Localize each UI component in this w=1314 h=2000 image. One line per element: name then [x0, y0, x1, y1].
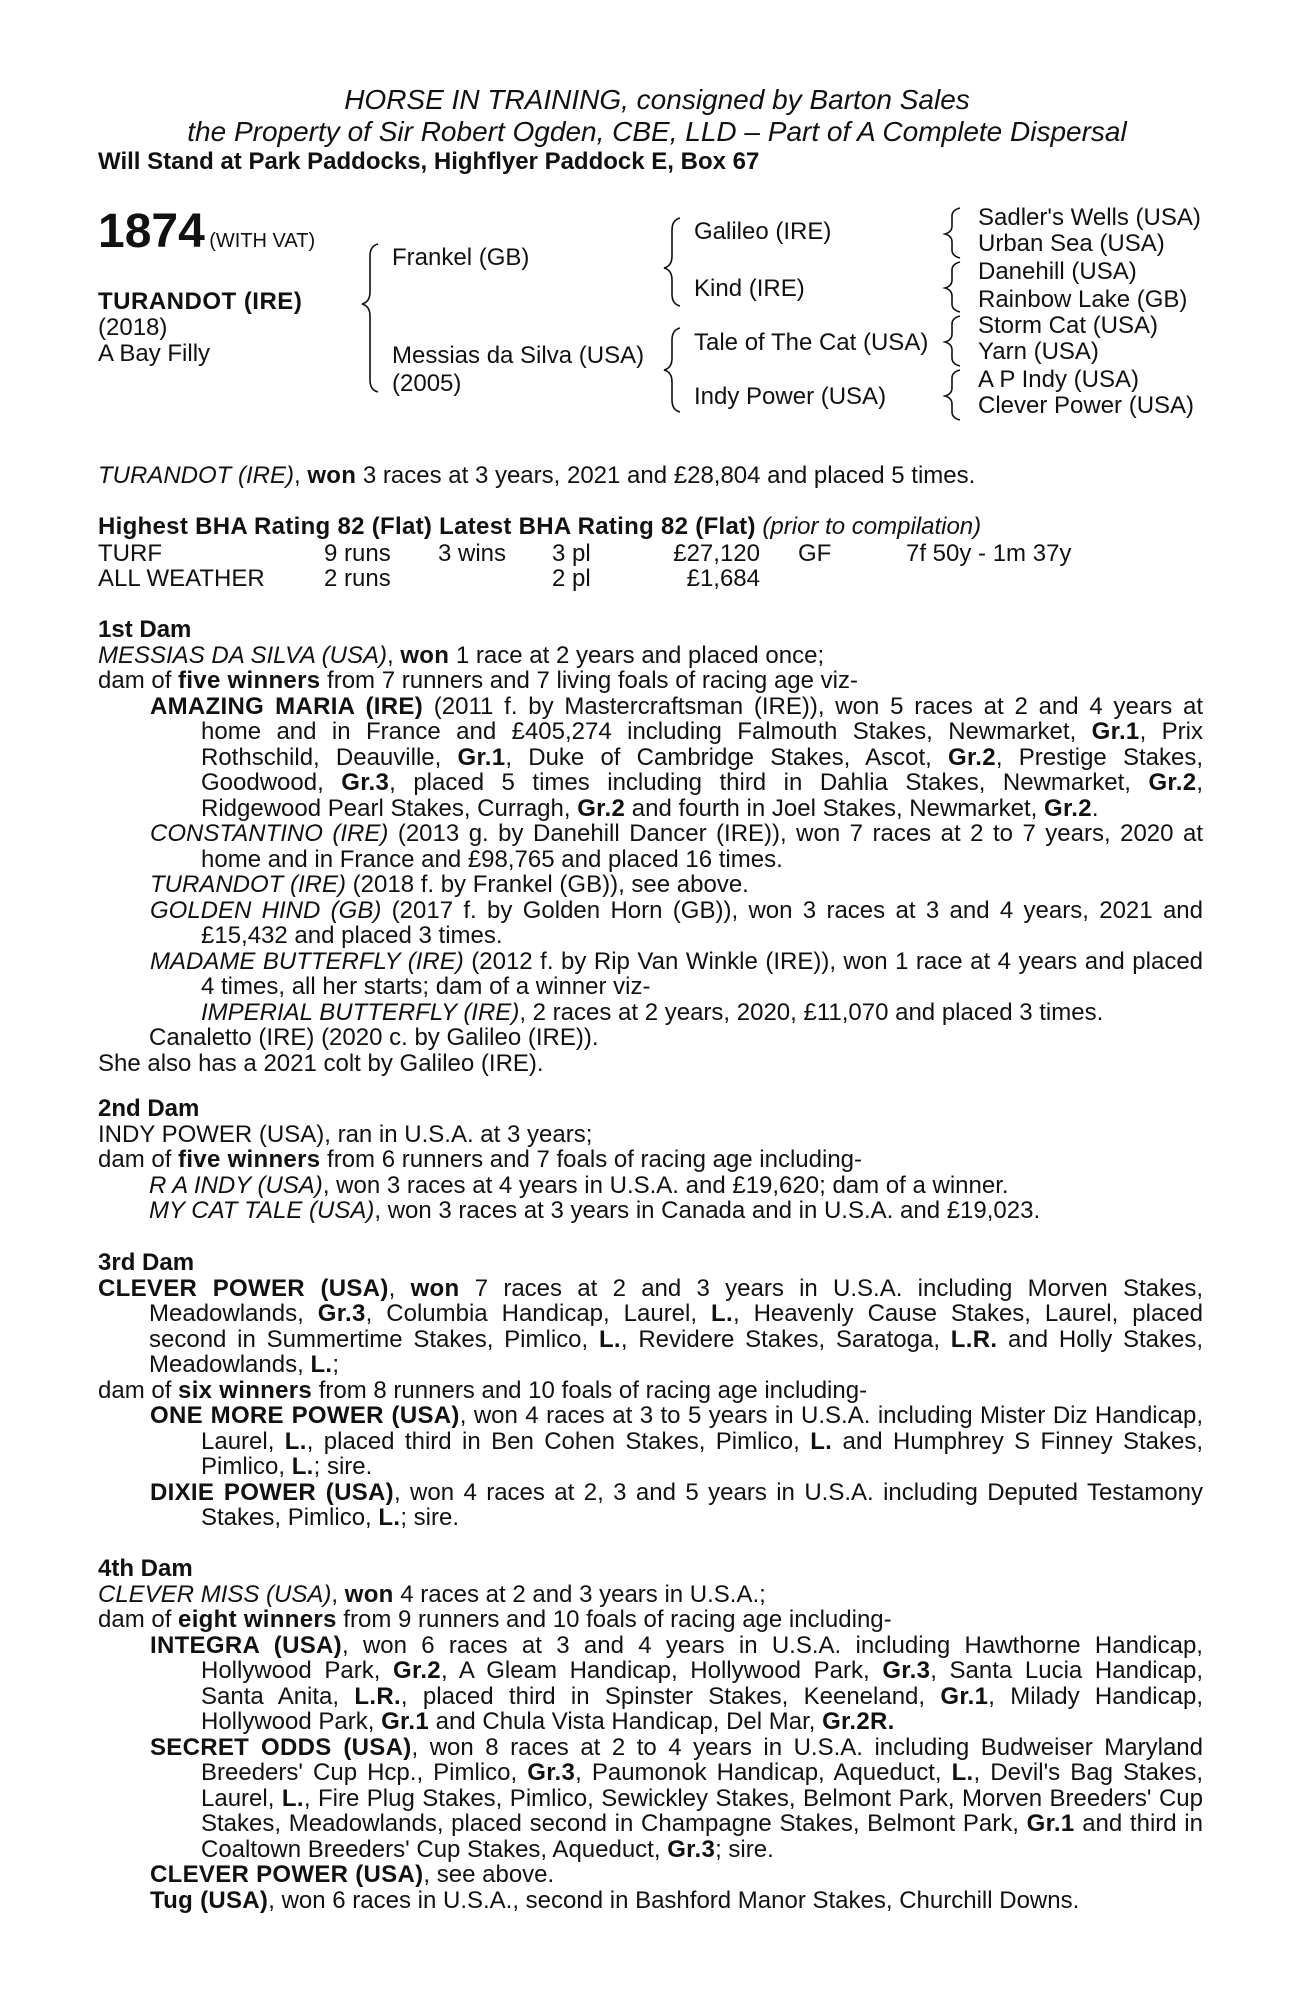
rating-surface: TURF	[98, 540, 162, 567]
rating-heading	[98, 514, 981, 540]
rating-runs: 9 runs	[324, 540, 391, 567]
offspring-name: AMAZING MARIA (IRE)	[150, 692, 423, 720]
pedigree-sss: Sadler's Wells (USA)	[978, 204, 1201, 231]
produce-rest: from 7 runners and 7 living foals of racing age viz-	[320, 667, 858, 694]
third-dam-section	[98, 1250, 1203, 1531]
pedigree-dam-dam: Indy Power (USA)	[694, 383, 887, 410]
pedigree-dds: A P Indy (USA)	[978, 366, 1139, 393]
lot-number: 1874	[98, 205, 205, 258]
fourth-dam-section	[98, 1556, 1203, 1913]
pedigree-dam-sire: Tale of The Cat (USA)	[694, 329, 929, 356]
offspring-entry: DIXIE POWER (USA), won 4 races at 2, 3 and 5 years in U.S.A. including Deputed Testamony Stakes, Pimlico, L.; sire.	[150, 1478, 1203, 1531]
rating-note: (prior to compilation)	[762, 513, 982, 540]
offspring-name: SECRET ODDS (USA)	[150, 1733, 412, 1761]
offspring-entry: INTEGRA (USA), won 6 races at 3 and 4 years in U.S.A. including Hawthorne Handicap, Hollywood Park, Gr.2, A Gleam Handicap, Hollywood Park, Gr.3, Santa Lucia Handicap, Santa Anita, L.R., placed third in Spinster Stakes, Keeneland, Gr.1, Milady Handicap, Hollywood Park, Gr.1 and Chula Vista Handicap, Del Mar, Gr.2R.	[150, 1631, 1203, 1735]
offspring-entry: AMAZING MARIA (IRE) (2011 f. by Mastercraftsman (IRE)), won 5 races at 2 and 4 years at home and in France and £405,274 including Falmouth Stakes, Newmarket, Gr.1, Prix Rothschild, Deauville, Gr.1, Duke of Cambridge Stakes, Ascot, Gr.2, Prestige Stakes, Goodwood, Gr.3, placed 5 times including third in Dahlia Stakes, Newmarket, Gr.2, Ridgewood Pearl Stakes, Curragh, Gr.2 and fourth in Joel Stakes, Newmarket, Gr.2.	[150, 692, 1204, 822]
offspring-name: TURANDOT (IRE)	[150, 871, 346, 898]
pedigree-sdd: Rainbow Lake (GB)	[978, 286, 1188, 313]
offspring-name: Tug (USA)	[150, 1886, 269, 1914]
pedigree-dam: Messias da Silva (USA)	[392, 342, 645, 369]
vat-label: (WITH VAT)	[209, 230, 316, 252]
offspring-entry: TURANDOT (IRE) (2018 f. by Frankel (GB)), see above.	[150, 871, 749, 898]
section-title: 1st Dam	[98, 616, 192, 643]
rating-row-turf	[98, 541, 1071, 566]
offspring-entry: SECRET ODDS (USA), won 8 races at 2 to 4 years in U.S.A. including Budweiser Maryland Breeders' Cup Hcp., Pimlico, Gr.3, Paumonok Handicap, Aqueduct, L., Devil's Bag Stakes, Laurel, L., Fire Plug Stakes, Pimlico, Sewickley Stakes, Belmont Park, Morven Breeders' Cup Stakes, Meadowlands, placed second in Champagne Stakes, Belmont Park, Gr.1 and third in Coaltown Breeders' Cup Stakes, Aqueduct, Gr.3; sire.	[150, 1733, 1204, 1863]
pedigree-dss: Storm Cat (USA)	[978, 312, 1159, 339]
produce-count: five winners	[178, 667, 321, 694]
produce-pre: dam of	[98, 667, 179, 694]
rating-wins	[438, 566, 552, 591]
rating-surface: ALL WEATHER	[98, 565, 265, 592]
produce-line	[98, 668, 1203, 694]
offspring-name: CLEVER POWER (USA)	[150, 1861, 424, 1888]
produce-count: six winners	[178, 1376, 313, 1404]
summary-horse-name: TURANDOT (IRE)	[98, 462, 294, 489]
pedigree-sds: Danehill (USA)	[978, 258, 1137, 285]
summary-rest: 3 races at 3 years, 2021 and £28,804 and placed 5 times.	[356, 462, 976, 489]
rating-money: £1,684	[686, 565, 760, 592]
rating-placed: 3 pl	[552, 540, 591, 567]
offspring-entry: CONSTANTINO (IRE) (2013 g. by Danehill Dancer (IRE)), won 7 races at 2 to 7 years, 2020 at home and in France and £98,765 and placed 16 times.	[150, 820, 1203, 873]
second-dam-section	[98, 1096, 1203, 1224]
rating-going: GF	[798, 540, 832, 567]
dam-name: CLEVER POWER (USA)	[98, 1274, 389, 1302]
offspring-name: ONE MORE POWER (USA)	[150, 1402, 460, 1429]
section-title: 3rd Dam	[98, 1249, 195, 1276]
section-title: 2nd Dam	[98, 1095, 200, 1122]
pedigree-sire: Frankel (GB)	[392, 244, 530, 271]
horse-description: A Bay Filly	[98, 340, 211, 367]
offspring-name: MY CAT TALE (USA)	[149, 1197, 375, 1224]
offspring-entry: CLEVER POWER (USA), see above.	[150, 1861, 555, 1888]
produce-line: dam of six winners from 8 runners and 10 foals of racing age including-	[98, 1376, 868, 1404]
won-label: won	[400, 641, 450, 669]
offspring-entry: ONE MORE POWER (USA), won 4 races at 3 to 5 years in U.S.A. including Mister Diz Handicap, Laurel, L., placed third in Ben Cohen Stakes, Pimlico, L. and Humphrey S Finney Stakes, Pimlico, L.; sire.	[150, 1402, 1204, 1480]
dam-name: MESSIAS DA SILVA (USA)	[98, 641, 387, 669]
pedigree-ssd: Urban Sea (USA)	[978, 230, 1165, 257]
rating-row-aw	[98, 566, 760, 591]
pedigree-sire-dam: Kind (IRE)	[694, 275, 805, 302]
offspring-name: MADAME BUTTERFLY (IRE)	[150, 947, 464, 975]
dam-line: CLEVER POWER (USA), won 7 races at 2 and 3 years in U.S.A. including Morven Stakes, Meadowlands, Gr.3, Columbia Handicap, Laurel, L., Heavenly Cause Stakes, Laurel, placed second in Summertime Stakes, Pimlico, L., Revidere Stakes, Saratoga, L.R. and Holly Stakes, Meadowlands, L.;	[98, 1274, 1204, 1378]
also-line: She also has a 2021 colt by Galileo (IRE).	[98, 1049, 544, 1077]
offspring-entry: MADAME BUTTERFLY (IRE) (2012 f. by Rip Van Winkle (IRE)), won 1 race at 4 years and placed 4 times, all her starts; dam of a winner viz-	[150, 947, 1204, 1000]
offspring-name: CONSTANTINO (IRE)	[150, 820, 389, 847]
offspring-entry: MY CAT TALE (USA), won 3 races at 3 years in Canada and in U.S.A. and £19,023.	[149, 1197, 1041, 1224]
offspring-plain: Canaletto (IRE) (2020 c. by Galileo (IRE)).	[149, 1024, 599, 1051]
rating-wins: 3 wins	[438, 540, 507, 567]
grand-offspring-name: IMPERIAL BUTTERFLY (IRE)	[201, 998, 520, 1026]
pedigree-dsd: Yarn (USA)	[978, 338, 1099, 365]
offspring-entry: GOLDEN HIND (GB) (2017 f. by Golden Horn (GB)), won 3 races at 3 and 4 years, 2021 and £15,432 and placed 3 times.	[150, 896, 1204, 949]
dam-line: MESSIAS DA SILVA (USA), won 1 race at 2 years and placed once;	[98, 641, 825, 669]
produce-line: dam of eight winners from 9 runners and 10 foals of racing age including-	[98, 1606, 892, 1633]
grand-offspring-entry: IMPERIAL BUTTERFLY (IRE), 2 races at 2 years, 2020, £11,070 and placed 3 times.	[201, 998, 1104, 1026]
horse-year: (2018)	[98, 314, 168, 341]
offspring-name: INTEGRA (USA)	[150, 1631, 342, 1659]
header-line-3: Will Stand at Park Paddocks, Highflyer Paddock E, Box 67	[98, 148, 760, 175]
rating-distance: 7f 50y - 1m 37y	[906, 540, 1072, 567]
dam-line: CLEVER MISS (USA), won 4 races at 2 and 3 years in U.S.A.;	[98, 1580, 766, 1608]
offspring-entry: Tug (USA), won 6 races in U.S.A., second in Bashford Manor Stakes, Churchill Downs.	[150, 1886, 1080, 1914]
offspring-name: GOLDEN HIND (GB)	[150, 896, 382, 924]
offspring-name: DIXIE POWER (USA)	[150, 1478, 394, 1506]
horse-name: TURANDOT (IRE)	[98, 288, 303, 315]
produce-count: five winners	[178, 1146, 321, 1173]
offspring-entry: R A INDY (USA), won 3 races at 4 years in U.S.A. and £19,620; dam of a winner.	[149, 1171, 1009, 1199]
pedigree-dam-year: (2005)	[392, 370, 462, 397]
summary-won: won	[307, 462, 357, 489]
produce-count: eight winners	[178, 1606, 337, 1633]
dam-line: INDY POWER (USA), ran in U.S.A. at 3 years;	[98, 1120, 593, 1148]
rating-placed: 2 pl	[552, 565, 591, 592]
rating-money: £27,120	[673, 540, 760, 567]
dam-name: CLEVER MISS (USA)	[98, 1580, 332, 1608]
produce-line: dam of five winners from 6 runners and 7 foals of racing age including-	[98, 1146, 863, 1173]
race-summary: TURANDOT (IRE), won 3 races at 3 years, 2021 and £28,804 and placed 5 times.	[98, 462, 976, 489]
pedigree-sire-sire: Galileo (IRE)	[694, 218, 832, 245]
first-dam-section	[98, 617, 1203, 1076]
offspring-name: R A INDY (USA)	[149, 1171, 323, 1199]
header-line-2: the Property of Sir Robert Ogden, CBE, LLD – Part of A Complete Dispersal	[187, 116, 1127, 147]
dam-record: 1 race at 2 years and placed once;	[449, 641, 825, 669]
rating-bold: Highest BHA Rating 82 (Flat) Latest BHA Rating 82 (Flat)	[98, 513, 756, 540]
pedigree-ddd: Clever Power (USA)	[978, 392, 1195, 419]
rating-runs: 2 runs	[324, 565, 391, 592]
section-title: 4th Dam	[98, 1555, 193, 1582]
header-line-1: HORSE IN TRAINING, consigned by Barton Sales	[344, 84, 970, 115]
